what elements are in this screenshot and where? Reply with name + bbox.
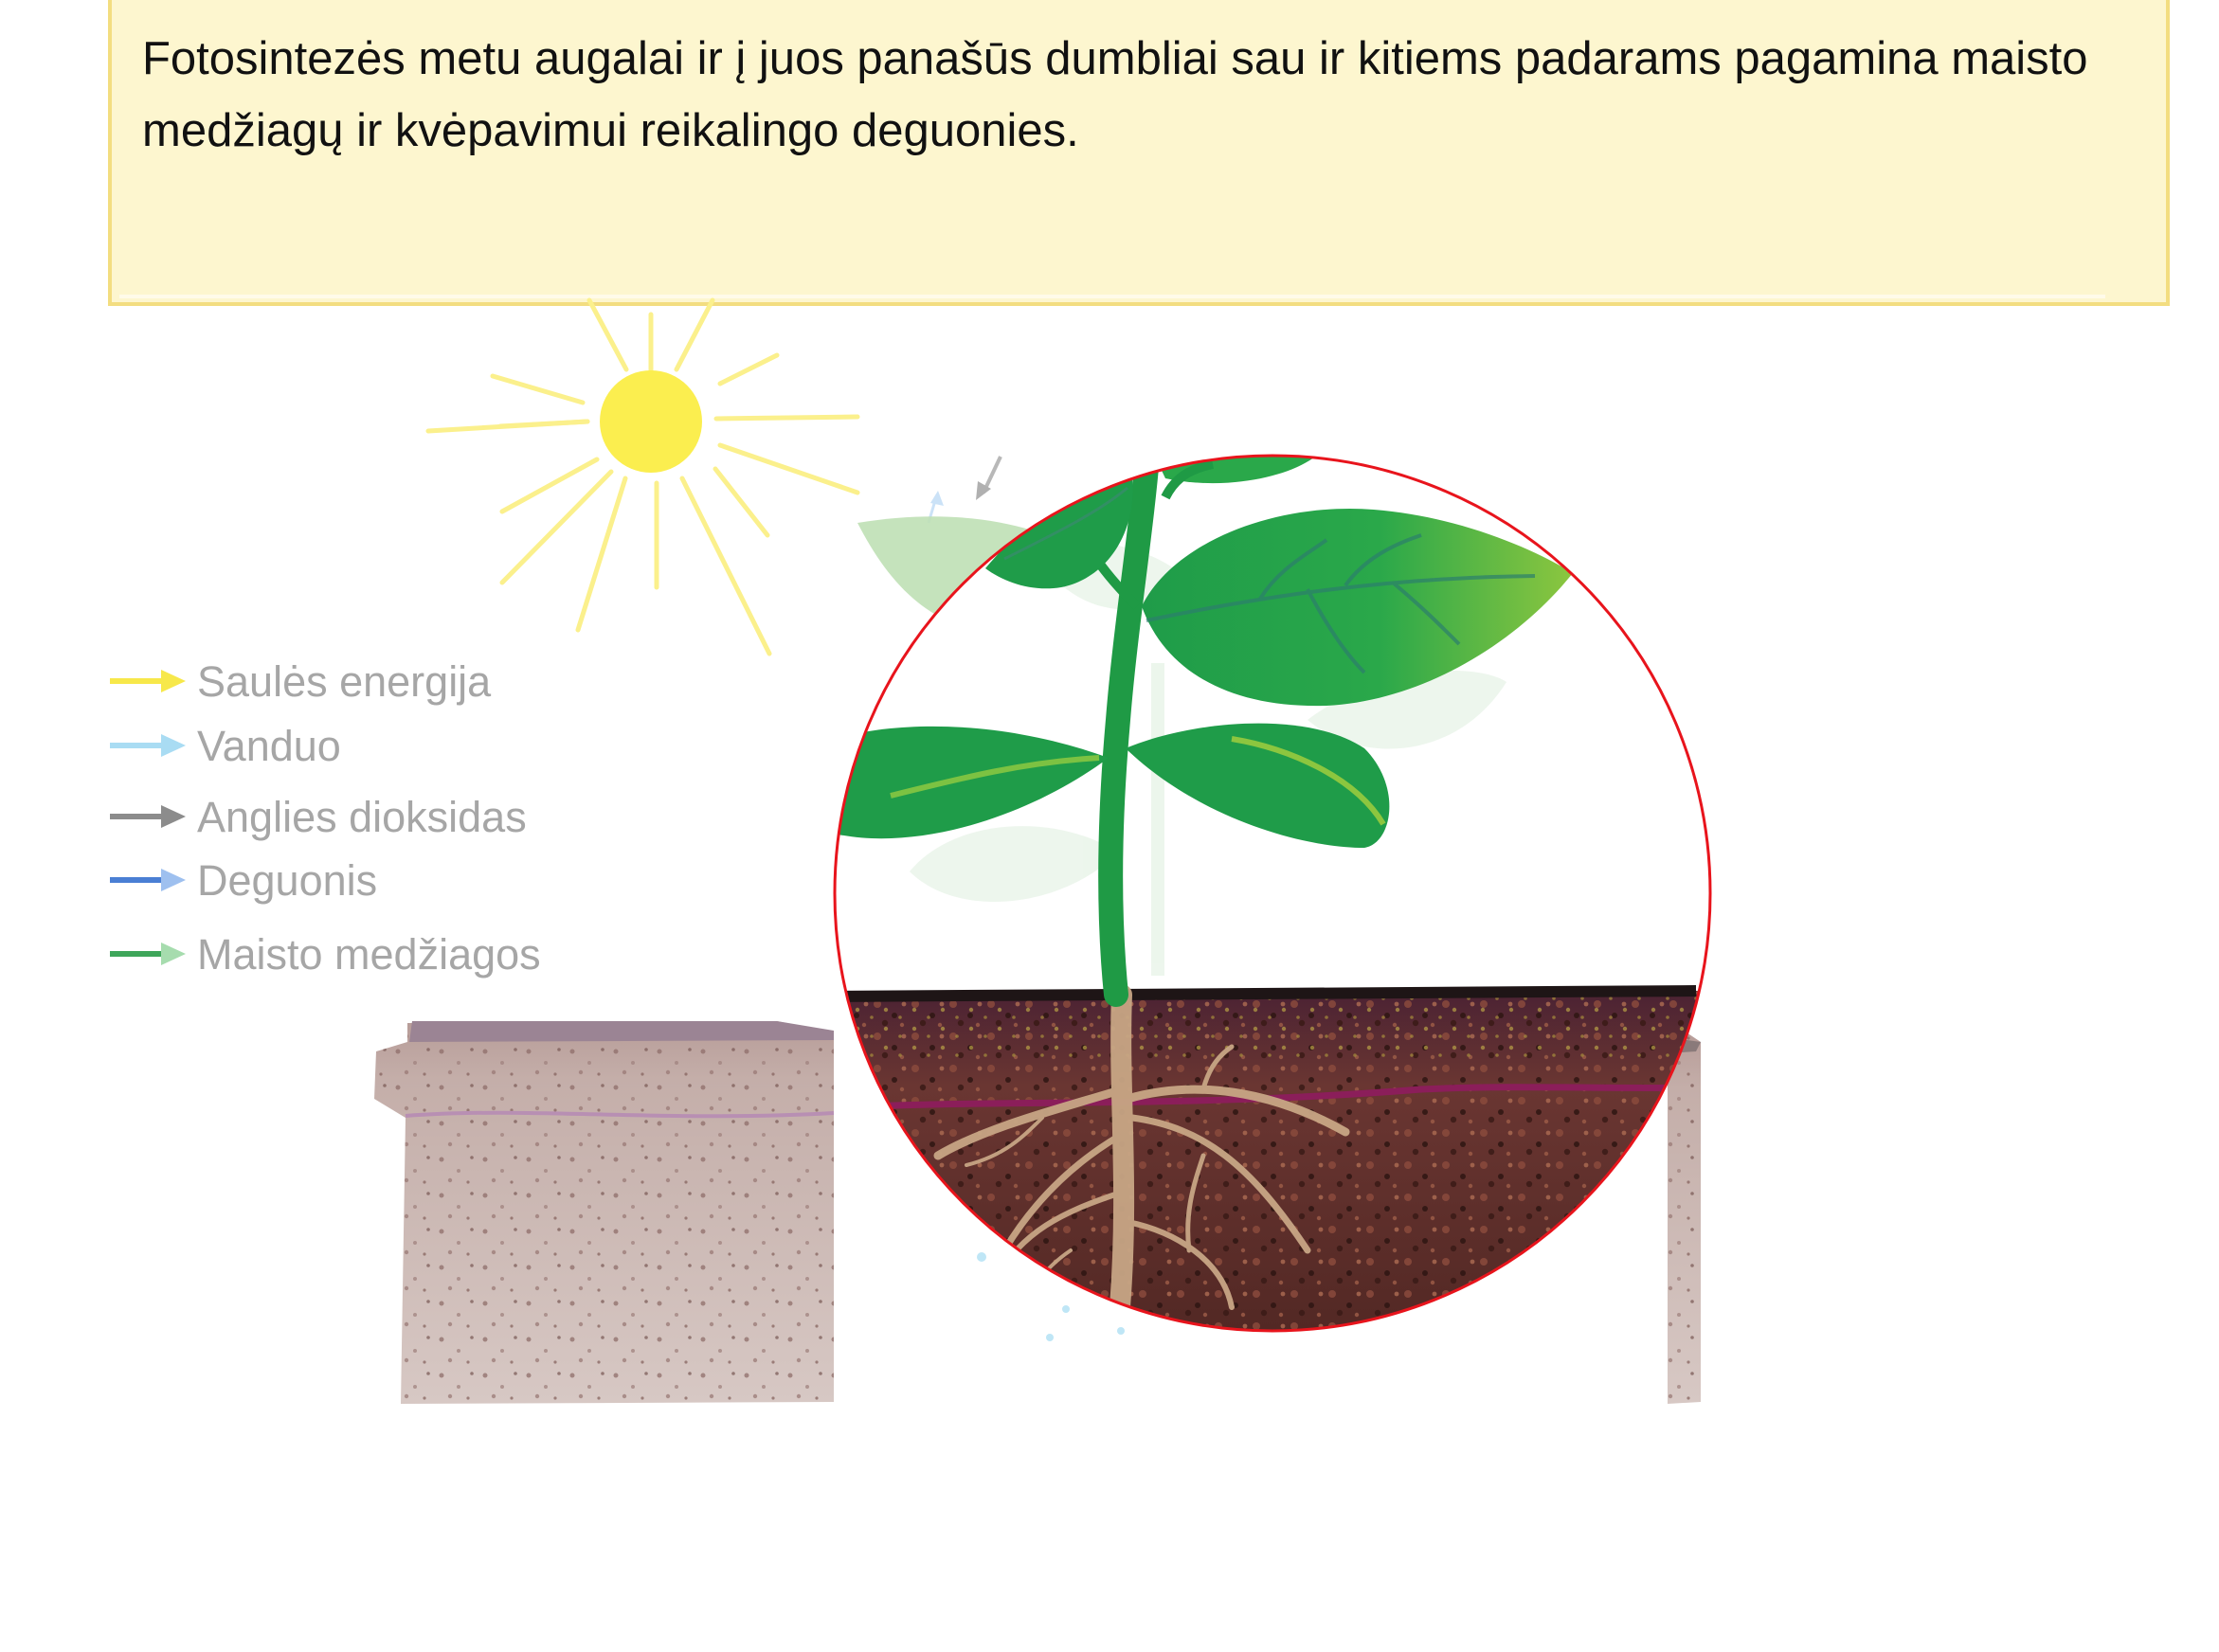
- legend-label: Deguonis: [197, 856, 378, 905]
- legend-item-nutrients: [108, 926, 639, 983]
- legend-item-water: [108, 718, 639, 775]
- light-blue-arrow-icon: [108, 729, 188, 762]
- grey-arrow-icon: [108, 800, 188, 833]
- blue-arrow-icon: [108, 864, 188, 896]
- legend-label: Anglies dioksidas: [197, 793, 527, 841]
- legend-label: Maisto medžiagos: [197, 930, 541, 979]
- carbon-dioxide-arrow-icon: [976, 457, 1001, 500]
- legend-item-carbon-dioxide: [108, 789, 639, 846]
- intro-text: Fotosintezės metu augalai ir į juos panašūs dumbliai sau ir kitiems padarams pagamina maisto medžiagų ir kvėpavimui reikalingo deguonies.: [142, 33, 2088, 156]
- legend-item-solar-energy: [108, 654, 639, 710]
- legend-label: Saulės energija: [197, 657, 492, 706]
- legend-item-oxygen: [108, 853, 639, 909]
- green-arrow-icon: [108, 938, 188, 970]
- yellow-arrow-icon: [108, 665, 188, 697]
- sun-icon: [428, 300, 857, 654]
- legend-label: Vanduo: [197, 722, 341, 770]
